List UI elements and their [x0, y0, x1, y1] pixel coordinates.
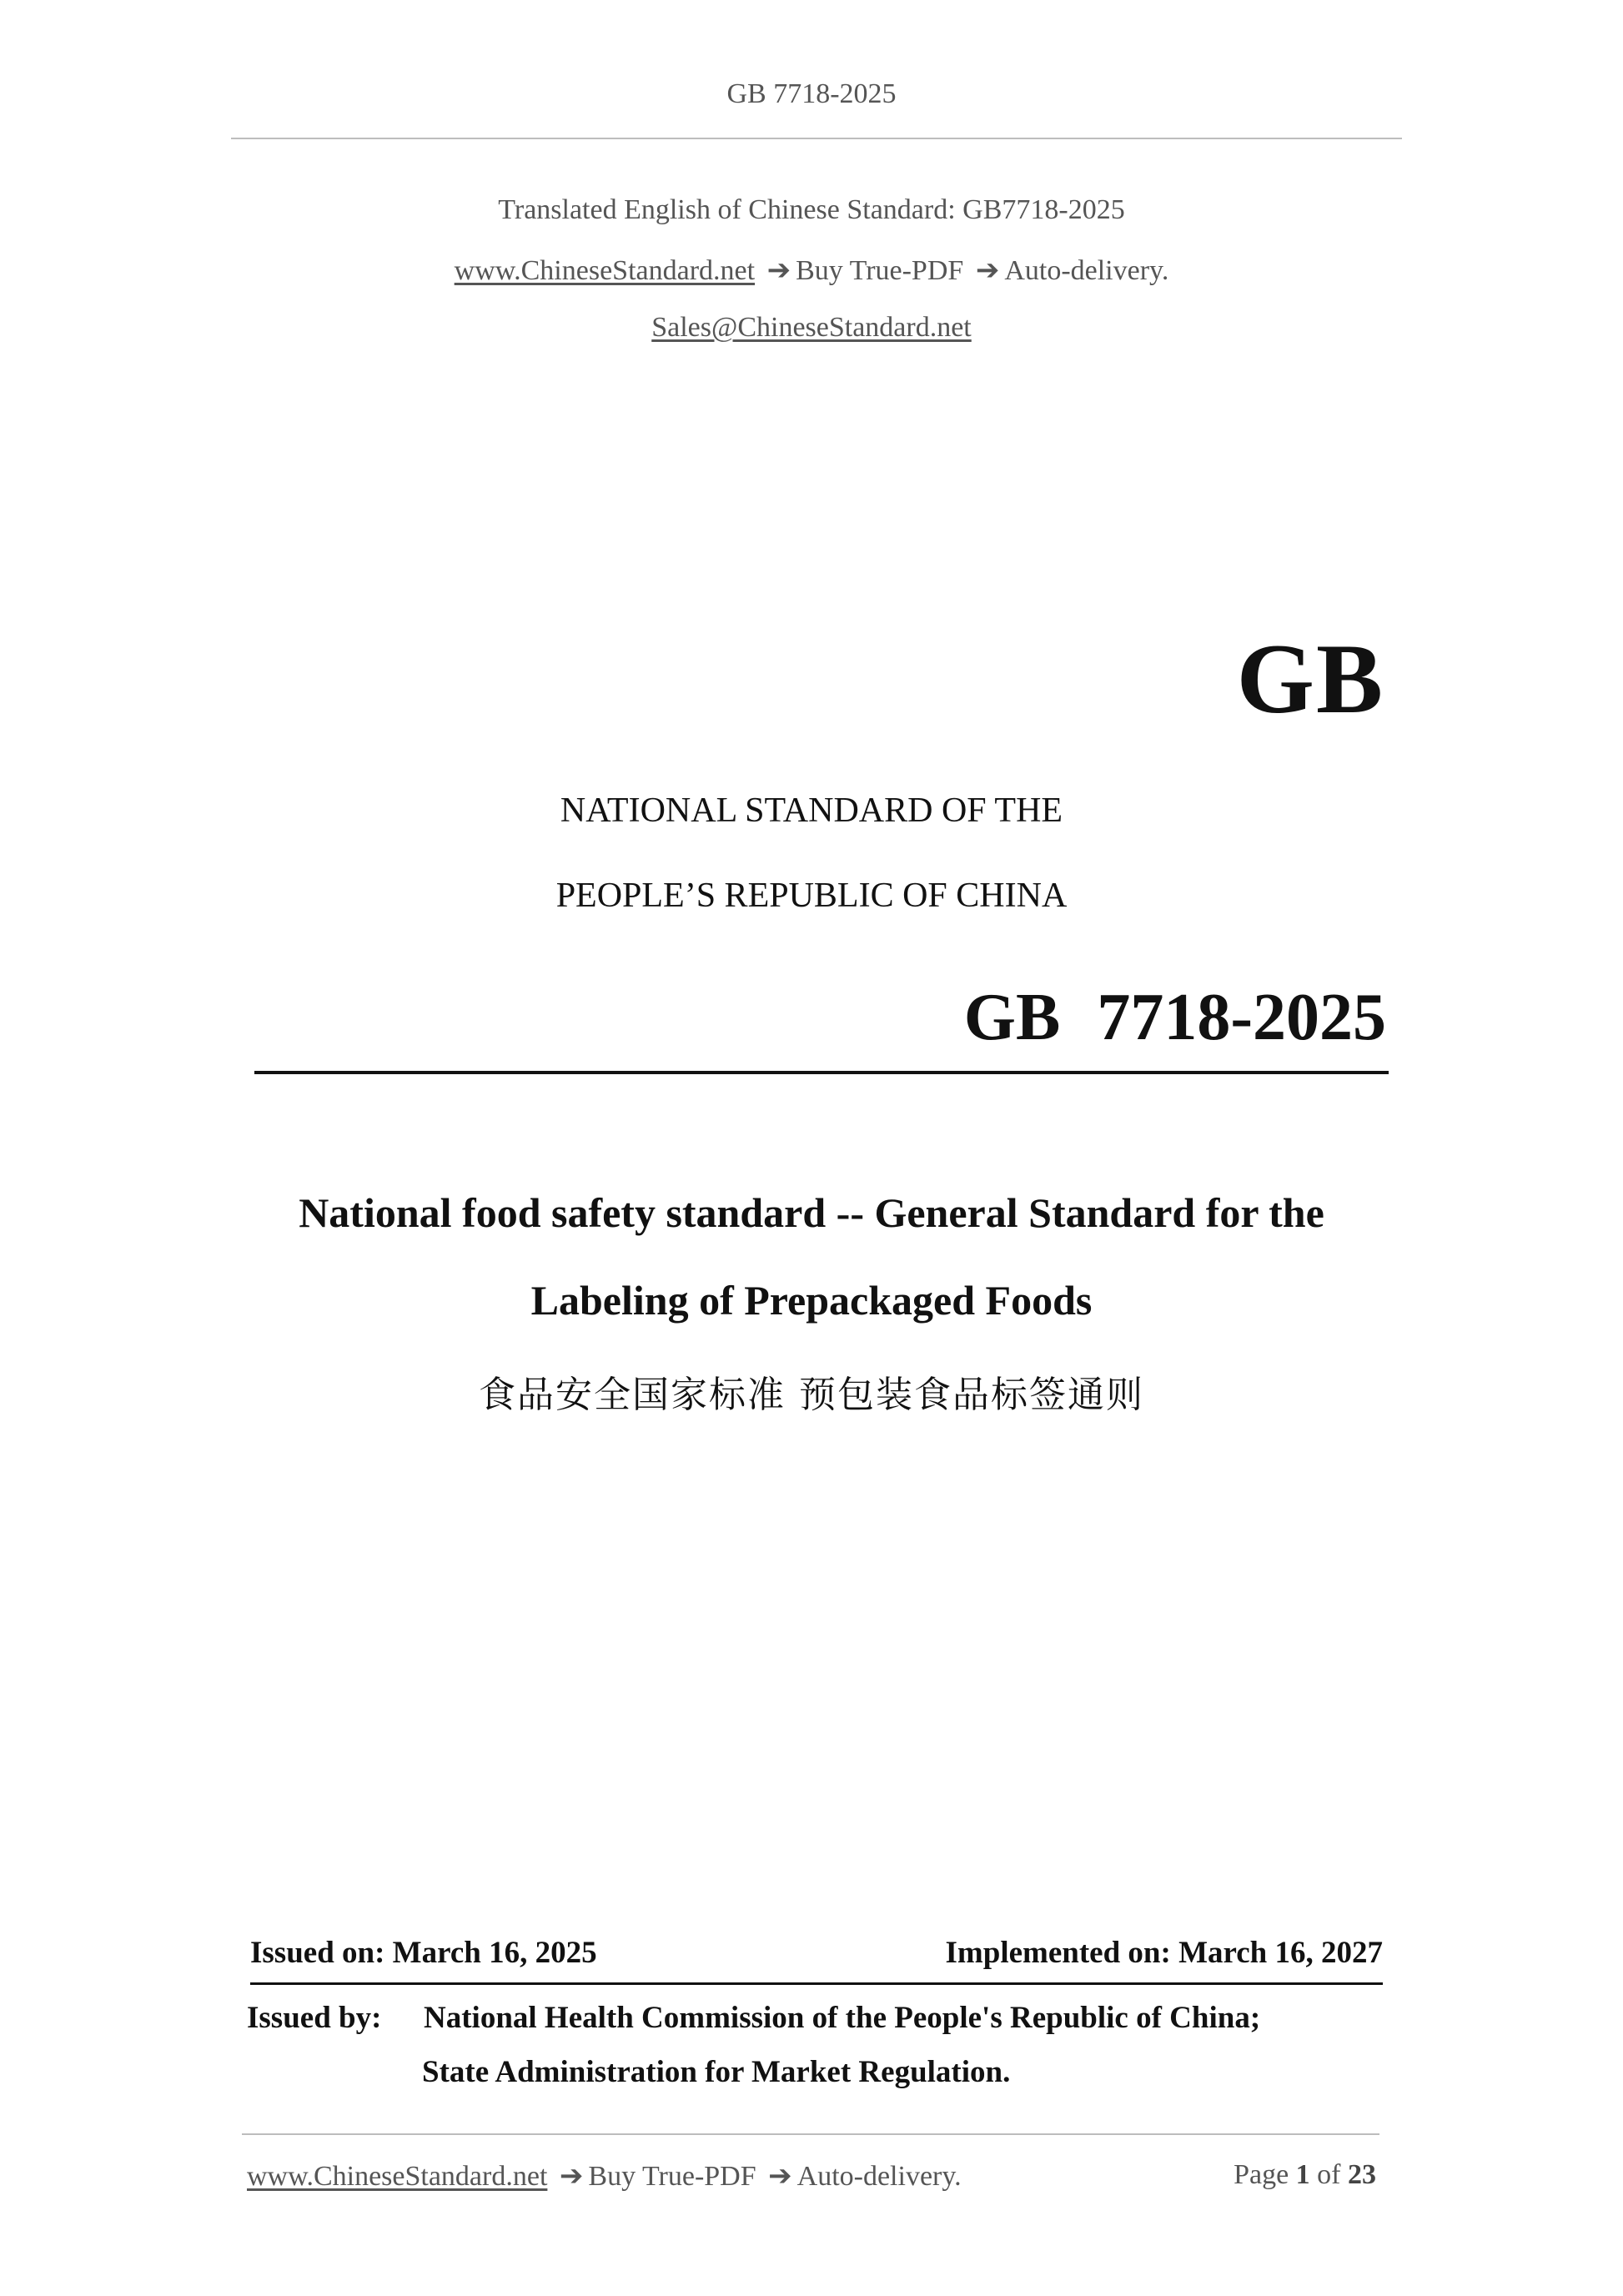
footer-divider	[242, 2133, 1379, 2135]
national-standard-line1: NATIONAL STANDARD OF THE	[560, 791, 1063, 830]
auto-delivery-text: Auto-delivery.	[1004, 255, 1169, 286]
running-header: GB 7718-2025	[726, 78, 897, 109]
footer-delivery-text: Auto-delivery.	[796, 2161, 962, 2192]
title-line2: Labeling of Prepackaged Foods	[530, 1277, 1093, 1324]
translation-notice: Translated English of Chinese Standard: GB7718-2025	[498, 194, 1125, 225]
arrow-right-icon: ➔	[975, 255, 1000, 286]
header-divider	[231, 138, 1402, 139]
arrow-right-icon: ➔	[559, 2161, 584, 2192]
national-standard-line2: PEOPLE’S REPUBLIC OF CHINA	[555, 877, 1068, 915]
standard-number: GB 7718-2025	[963, 981, 1386, 1054]
title-line1: National food safety standard -- General Standard for the	[299, 1189, 1324, 1236]
issued-on: Issued on: March 16, 2025	[250, 1936, 597, 1970]
footer-site-link[interactable]: www.ChineseStandard.net	[247, 2161, 548, 2192]
footer-buy-text: Buy True-PDF	[588, 2161, 756, 2192]
promo-line	[0, 254, 1623, 287]
sales-email-link[interactable]: Sales@ChineseStandard.net	[651, 312, 972, 343]
title-chinese: 食品安全国家标准 预包装食品标签通则	[479, 1374, 1144, 1416]
page-current: 1	[1295, 2159, 1310, 2190]
arrow-right-icon: ➔	[768, 2161, 792, 2192]
buy-true-pdf-text: Buy True-PDF	[796, 255, 964, 286]
site-link[interactable]: www.ChineseStandard.net	[454, 255, 756, 286]
issuer-2: State Administration for Market Regulation.	[422, 2055, 1011, 2089]
page-indicator	[1084, 2159, 1376, 2191]
footer-promo	[247, 2159, 962, 2193]
issue-divider	[250, 1982, 1383, 1985]
title-divider	[254, 1071, 1389, 1074]
issuer-1: National Health Commission of the People's Republic of China;	[424, 2001, 1261, 2035]
page-label: Page	[1234, 2159, 1289, 2190]
arrow-right-icon: ➔	[766, 255, 791, 286]
page-total: 23	[1348, 2159, 1376, 2190]
implemented-on: Implemented on: March 16, 2027	[945, 1936, 1383, 1970]
page-of: of	[1317, 2159, 1341, 2190]
issued-by-label: Issued by:	[247, 2001, 382, 2035]
email-line	[0, 312, 1623, 344]
gb-mark: GB	[1236, 623, 1384, 734]
